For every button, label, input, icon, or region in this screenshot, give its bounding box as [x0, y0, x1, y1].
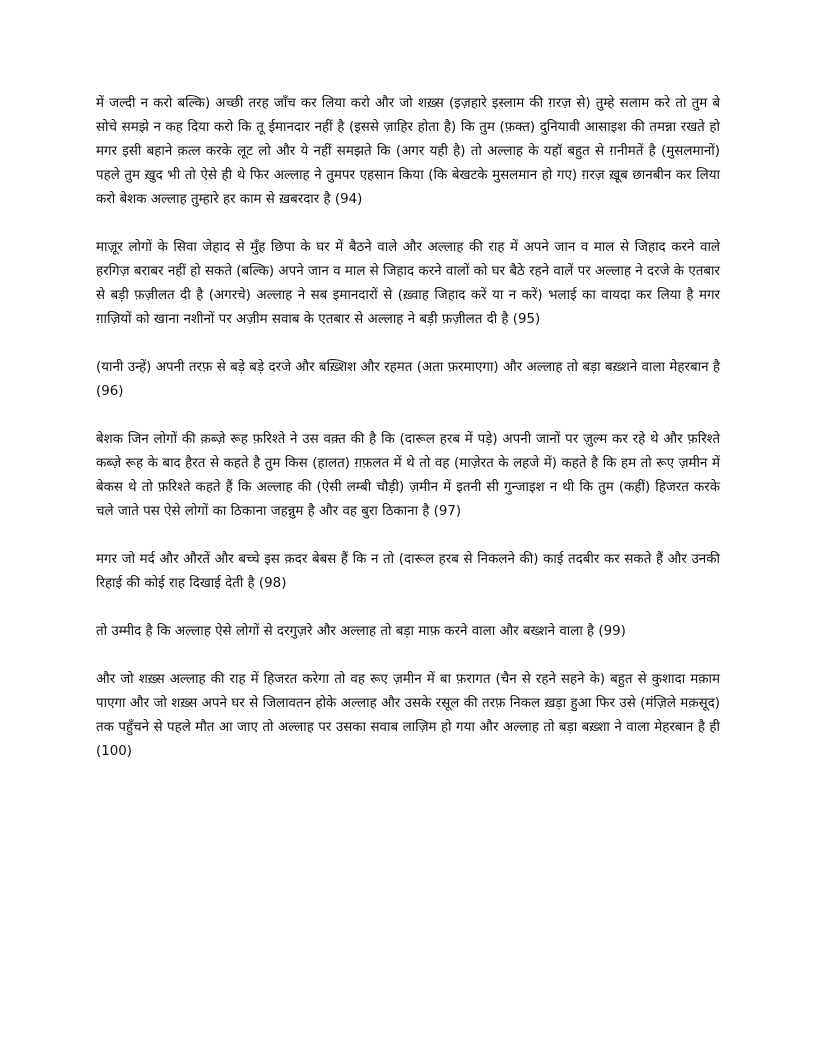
- paragraph-verse-95: माज़ूर लोगों के सिवा जेहाद से मुँह छिपा के घर में बैठने वाले और अल्लाह की राह में अपने जान व माल से जिहाद करने वाले हरगिज़ बराबर नहीं हो सकते (बल्कि) अपने जान व माल से जिहाद करने वालों को घर बैठे रहने वालें पर अल्लाह ने दरजे के एतबार से बड़ी फ़ज़ीलत दी है (अगरचे) अल्लाह ने सब इमानदारों से (ख़्वाह जिहाद करें या न करें) भलाई का वायदा कर लिया है मगर ग़ाज़ियों को खाना नशीनों पर अज़ीम सवाब के एतबार से अल्लाह ने बड़ी फ़ज़ीलत दी है (95): [96, 240, 720, 327]
- document-page: [96, 92, 720, 788]
- paragraph-verse-97: बेशक जिन लोगों की क़ब्ज़े रूह फ़रिश्ते ने उस वक़्त की है कि (दारूल हरब में पड़े) अपनी जानों पर ज़ुल्म कर रहे थे और फ़रिश्ते कब्ज़े रूह के बाद हैरत से कहते है तुम किस (हालत) ग़फ़लत में थे तो वह (माज़ेरत के लहजे में) कहते है कि हम तो रूए ज़मीन में बेकस थे तो फ़रिश्ते कहते हैं कि अल्लाह की (ऐसी लम्बी चौड़ी) ज़मीन में इतनी सी गुन्जाइश न थी कि तुम (कहीं) हिजरत करके चले जाते पस ऐसे लोगों का ठिकाना जहन्नुम है और वह बुरा ठिकाना है (97): [96, 432, 720, 519]
- paragraph-verse-94: में जल्दी न करो बल्कि) अच्छी तरह जाँच कर लिया करो और जो शख़्स (इज़हारे इस्लाम की ग़रज़ से) तुम्हे सलाम करे तो तुम बे सोचे समझे न कह दिया करो कि तू ईमानदार नहीं है (इससे ज़ाहिर होता है) कि तुम (फ़क्त) दुनियावी आसाइश की तमन्ना रखते हो मगर इसी बहाने क़त्ल करके लूट लो और ये नहीं समझते कि (अगर यही है) तो अल्लाह के यहॉ बहुत से ग़नीमतें है (मुसलमानों) पहले तुम ख़ुद भी तो ऐसे ही थे फिर अल्लाह ने तुमपर एहसान किया (कि बेखटके मुसलमान हो गए) ग़रज़ ख़ूब छानबीन कर लिया करो बेशक अल्लाह तुम्हारे हर काम से ख़बरदार है (94): [96, 96, 720, 207]
- paragraph-verse-100: और जो शख़्स अल्लाह की राह में हिजरत करेगा तो वह रूए ज़मीन में बा फ़रागत (चैन से रहने सहने के) बहुत से कुशादा मक़ाम पाएगा और जो शख़्स अपने घर से जिलावतन होके अल्लाह और उसके रसूल की तरफ़ निकल ख़ड़ा हुआ फिर उसे (मंज़िले मक़सूद) तक पहुँचने से पहले मौत आ जाए तो अल्लाह पर उसका सवाब लाज़िम हो गया और अल्लाह तो बड़ा बख़्शा ने वाला मेहरबान है ही (100): [96, 672, 720, 759]
- paragraph-verse-98: मगर जो मर्द और औरतें और बच्चे इस क़दर बेबस हैं कि न तो (दारूल हरब से निकलने की) काई तदबीर कर सकते हैं और उनकी रिहाई की कोई राह दिखाई देती है (98): [96, 552, 720, 591]
- paragraph-verse-96: (यानी उन्हें) अपनी तरफ़ से बड़े बड़े दरजे और बख़्शिश और रहमत (अता फ़रमाएगा) और अल्लाह तो बड़ा बख़्शने वाला मेहरबान है (96): [96, 360, 720, 399]
- paragraph-verse-99: तो उम्मीद है कि अल्लाह ऐसे लोगों से दरगुज़रे और अल्लाह तो बड़ा माफ़ करने वाला और बख्शने वाला है (99): [96, 624, 626, 639]
